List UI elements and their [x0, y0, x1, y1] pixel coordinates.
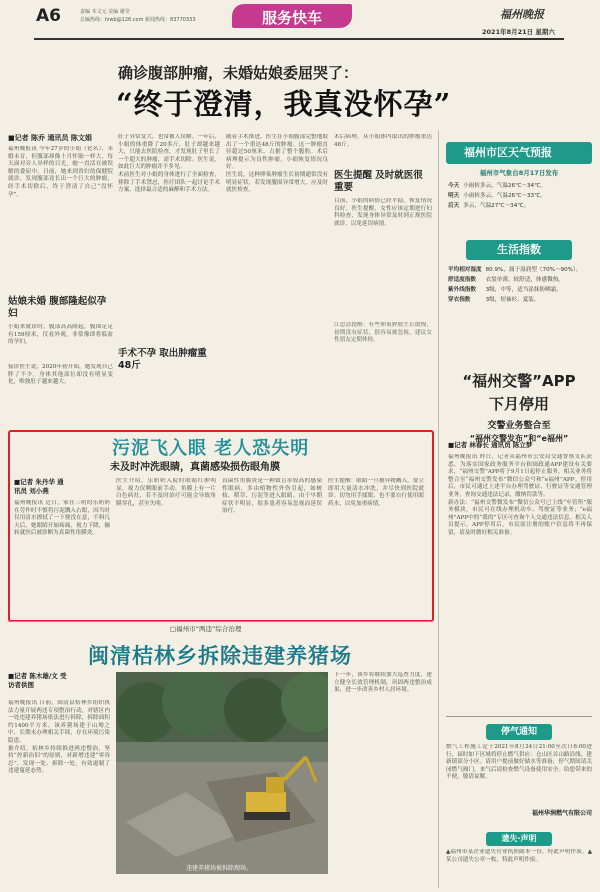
- app-title: “福州交警”APP: [462, 372, 576, 390]
- weather-day: 今天: [448, 183, 460, 189]
- story1-byline: ■记者 陈乔 通讯员 陈文娟: [8, 134, 92, 142]
- story3-photo: [116, 672, 328, 874]
- story3-col3-text: 下一步，该乡将继续加大巡查力度，建立健全长效管理机制，巩固两违整治成果，进一步改善乡村人居环境。: [334, 672, 432, 694]
- story1-col4b: [334, 198, 432, 318]
- story1-col1b-text: 小娟来就诊时，腹部高高隆起，腹围足足有159厘米，仅看外观，非常像即将临盆的孕妇。: [8, 324, 113, 346]
- weather-title-text: 福州市区天气预报: [464, 146, 552, 159]
- story3-tag: □福州市“两违”综合治理: [170, 625, 242, 633]
- index-row: [446, 264, 583, 274]
- story1-col4: [334, 134, 432, 164]
- life-index-title-text: 生活指数: [497, 243, 541, 256]
- app-subtitle-2: “福州交警发布”和“e福州”: [469, 434, 569, 443]
- index-value: 80.9%，属于湿润型（70%～90%）。: [485, 267, 582, 273]
- index-label: 舒适度指数: [448, 277, 476, 283]
- gas-notice-body: [446, 744, 592, 806]
- story3-col1: [8, 700, 110, 888]
- gas-notice-signature: 福州华润燃气有限公司: [531, 810, 592, 817]
- story2-col3-text: 真菌性角膜炎是一种致盲率较高的感染性眼病，多由植物性外伤引起，如树枝、稻草、污泥等进入眼睛。由于早期症状不明显，很多患者容易忽视而延误治疗。: [222, 478, 322, 515]
- statement-text: ▲福州市某企业遗失营业执照副本一份，特此声明作废。▲某公司遗失公章一枚，特此声明作废。: [446, 849, 592, 863]
- gas-notice-title: 停气通知: [486, 724, 552, 740]
- story1-col3: [226, 134, 328, 404]
- weather-row: [446, 200, 548, 210]
- column-divider: [438, 130, 439, 888]
- story3-headline: 闽清桔林乡拆除违建养猪场: [88, 643, 352, 668]
- story1-col2: [118, 134, 220, 314]
- story1-col4-text: 术后病理，从小娟体内取出的肿瘤重达48斤。: [334, 134, 432, 148]
- story1-kicker: 确诊腹部肿瘤，未婚姑娘委屈哭了：: [118, 64, 359, 82]
- app-title-2: 下月停用: [488, 395, 549, 413]
- gas-notice-text: 燃气工程施工定于2021年8月24日21:00至次日6:00进行，届时如下区域将停止燃气供应：仓山区首山路沿线、建新镇部分小区。请用户提前做好储水等准备，停气期间请关闭燃气阀门，来气后请检查燃气设备使用安全。给您带来的不便，敬请谅解。: [446, 744, 592, 781]
- story2-headline: 污泥飞入眼 老人恐失明: [112, 438, 310, 459]
- story1-col1b: [8, 324, 113, 362]
- index-row: [446, 274, 583, 284]
- story3-col3: [334, 672, 432, 872]
- page-number: A6: [36, 6, 61, 26]
- story1-col2b-text: 术前医生对小娟的身体进行了全面检查，排除了手术禁忌，医疗团队一起讨论手术方案，选择最合适的麻醉和手术方法。: [118, 171, 220, 194]
- story2-col2-text: 医生介绍，乐奶奶入院时眼睛红肿明显，视力仅剩眼前手动，角膜上有一片白色病灶，若不及时治疗可能会导致角膜穿孔，甚至失明。: [116, 478, 216, 507]
- story1-col1c: [8, 364, 113, 404]
- story1-col2-text: 肚子异常变大，也常被人误解。一年后，小娟的体重降了20多斤，肚子却越来越大，只能去医院检查，才发现肚子里长了一个超大的肿瘤，需手术切除。医生说，如此巨大的肿瘤并不多见。: [118, 134, 220, 171]
- weather-desc: 多云，气温27℃～34℃。: [463, 203, 530, 209]
- app-body: [448, 454, 592, 634]
- index-value: 3级，中等，适当涂抹防晒霜。: [485, 287, 562, 293]
- story3-photo-caption: 违建养猪场被拆除现场。: [186, 865, 253, 872]
- story3-byline: ■记者 陈木雄/文 受访者供图: [8, 672, 67, 689]
- story1-subhead-3: 医生提醒 及时就医很重要: [334, 170, 423, 193]
- weather-title: [446, 142, 592, 164]
- masthead: 福州晚报: [500, 8, 544, 21]
- section-banner: [232, 4, 352, 28]
- story1-col1-text: 福州晚报讯 今年27岁的小娟（化名），未婚未育，但腹部却像十月怀胎一样大，每天面对旁人异样的目光，她一直活在被误解的委屈中。日前，她来到省妇幼保健院就诊，发现腹部竟长出一个巨大的肿瘤，经手术切除后，终于澄清了自己“没怀孕”。: [8, 146, 113, 198]
- story1-col3b-text: 医生说，这种卵巢肿瘤生长初期通常没有明显症状，若发现腹围异常增大，应及时就医检查。: [226, 171, 328, 194]
- story2-subtitle: 未及时冲洗眼睛，真菌感染损伤眼角膜: [110, 462, 280, 473]
- index-row: [446, 294, 583, 304]
- app-headline: [446, 370, 592, 444]
- story1-subhead-1: 姑娘未婚 腹部隆起似孕妇: [8, 296, 107, 319]
- weather-day: 后天: [448, 203, 460, 209]
- story2-col2: [116, 478, 216, 614]
- index-value: 衣裳单薄，较舒适，体感微热。: [485, 277, 564, 283]
- story2-col1-text: 福州晚报讯 近日，家住三明的乐奶奶在劳作时不慎将污泥溅入右眼，因当时仅用清水擦拭了一下便没在意，不料几天后，她眼睛开始疼痛、视力下降，辗转就医后被诊断为真菌性角膜炎。: [14, 500, 110, 537]
- story3-col2-text: 据介绍，桔林乡持续推进两违整治，坚持“控新治旧”的原则，对新增违建“零容忍”，发现一处、拆除一处，有效遏制了违建蔓延态势。: [8, 745, 110, 775]
- app-subtitle: 交警业务整合至: [487, 421, 551, 431]
- story2-col3: [222, 478, 322, 614]
- story2-col1: [14, 500, 110, 614]
- page-header: [0, 0, 600, 46]
- statement-box: [446, 832, 592, 888]
- index-label: 紫外线指数: [448, 287, 476, 293]
- story2-byline: ■记者 朱丹华 通讯员 刘小燕: [14, 478, 64, 495]
- demolition-photo: [116, 672, 328, 874]
- story1-col1: [8, 146, 113, 286]
- life-index-box: [446, 240, 592, 350]
- app-body-text-2: 新办法：“福州交警微发布”微信公众号已上线“车管所”服务模块，市民可在线办理机动车、驾驶证等业务；“e福州”APP中的“我的”专区可查询个人交通违法信息。相关人员提示，APP停用后，市民原注册的账户信息将不再保留，请及时做好相关准备。: [448, 499, 592, 536]
- story1-col4c: [334, 322, 432, 402]
- story1-col4c-text: 江忠清提醒：有些卵巢肿瘤生长缓慢，初期没有症状，很容易被忽视，建议女性朋友定期体检。: [334, 322, 432, 344]
- weather-desc: 小雨转多云，气温26℃～33℃。: [463, 193, 546, 199]
- statement-title: 遗失·声明: [486, 832, 552, 846]
- gas-notice: [446, 724, 592, 824]
- story1-subhead-2: 手术不孕 取出肿瘤重48斤: [118, 348, 207, 371]
- statement-body: [446, 849, 592, 885]
- header-rule: [34, 38, 564, 40]
- weather-day: 明天: [448, 193, 460, 199]
- section-title: 服务快车: [261, 9, 322, 27]
- story3-col1-text: 福州晚报讯 日前，闽清县桔林乡组织执法力量开展两违专项整治行动，对辖区内一处违建养猪场依法进行拆除，拆除面积约1400平方米。该养猪场建于山坳之中，长期未办理相关手续，存在环境污染隐患。: [8, 700, 110, 744]
- app-body-text: 福州晚报讯 昨日，记者从福州市公安局交通警察支队获悉，为落实国家政务服务平台和闽政通APP建设有关要求，“福州交警”APP将于9月1日起停止服务，相关业务将整合至“福州交警发布”微信公众号和“e福州”APP。停用后，市民可通过上述平台办理驾驶证、行驶证等交通管理业务，查询交通违法记录，缴纳罚款等。: [448, 454, 592, 498]
- story2-col4-text: 医生提醒：眼睛一旦被异物溅入，要立即用大量清水冲洗，并尽快到医院就诊。切勿用手揉眼，也不要自行使用眼药水，以免加重病情。: [328, 478, 424, 507]
- app-byline: ■记者 林春长 通讯员 陈立梦: [448, 441, 533, 449]
- weather-row: [446, 180, 548, 190]
- story1-col4b-text: 目前，小娟的病情已经平稳，恢复情况良好。医生提醒，女性应该定期进行妇科检查，发现身体异常及时到正规医院就诊，以免延误病情。: [334, 198, 432, 227]
- weather-issued: 福州市气象台8月17日发布: [479, 169, 559, 177]
- story2-col4: [328, 478, 424, 614]
- life-index-title: [466, 240, 572, 260]
- story1-headline: “终于澄清，我真没怀孕”: [116, 87, 452, 121]
- index-label: 平均相对湿度: [448, 267, 482, 273]
- editors-line: 责编 本文元 美编 谢莹: [80, 9, 130, 15]
- story1-col1c-text: 接诊医生说，2020年初开始，她发现自己胖了不少，身体其他部位却没有明显变化，唯独肚子越来越大。: [8, 364, 113, 386]
- section-divider: [8, 621, 432, 622]
- index-row: [446, 284, 583, 294]
- weather-table: [446, 180, 548, 210]
- index-label: 穿衣指数: [448, 297, 471, 303]
- weather-row: [446, 190, 548, 200]
- issue-date: 2021年8月21日 星期六: [482, 28, 555, 36]
- weather-desc: 小雨转多云，气温26℃～34℃。: [463, 183, 546, 189]
- life-index-table: [446, 264, 583, 304]
- weather-box: [446, 142, 592, 238]
- index-value: 3级，短袖衫、夏装。: [485, 297, 540, 303]
- section-divider: [446, 716, 592, 717]
- story1-col3-text: 随着手术推进，医生在小娟腹部完整地取出了一个重达48斤的肿瘤。这一肿瘤直径超过50厘米，占据了整个腹腔。术后病理提示为良性肿瘤，小娟恢复情况良好。: [226, 134, 328, 171]
- contact-line: 总编热线：fzwb@126.com 新闻热线：83770333: [80, 17, 196, 23]
